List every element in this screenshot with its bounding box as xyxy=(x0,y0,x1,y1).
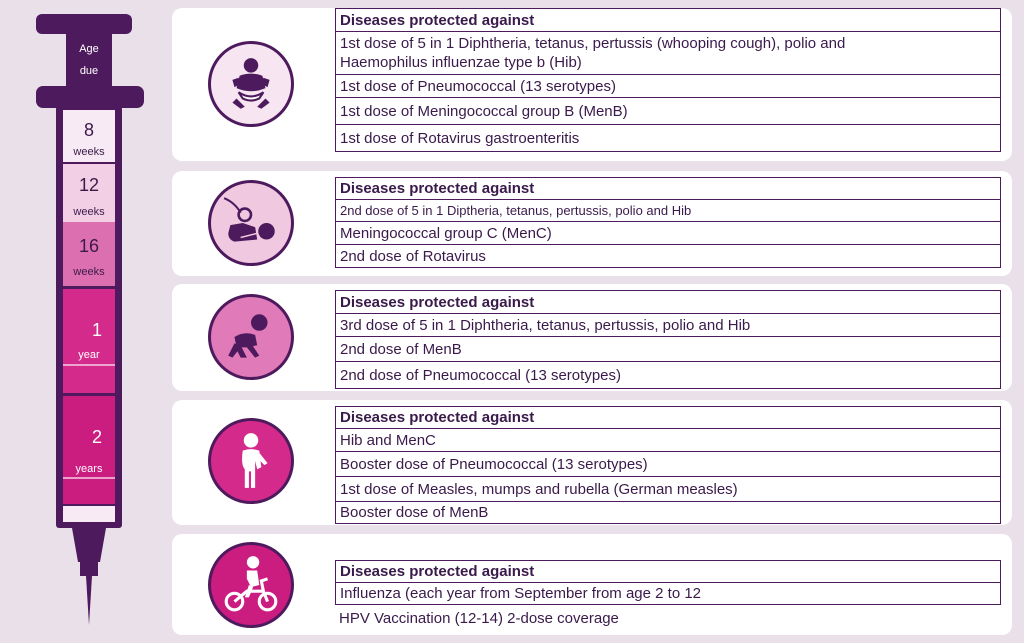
card-12-weeks xyxy=(172,171,1012,276)
card-16-weeks xyxy=(172,284,1012,391)
table-row: 2nd dose of 5 in 1 Diptheria, tetanus, pertussis, polio and Hib xyxy=(336,200,1001,222)
segment-num-16: 16 xyxy=(78,236,100,256)
syringe-age-timeline xyxy=(0,0,170,643)
segment-num-2: 2 xyxy=(91,427,103,447)
vaccine-table-8-weeks xyxy=(335,8,1001,152)
card-8-weeks xyxy=(172,8,1012,161)
syringe-hub xyxy=(72,528,106,562)
table-row: Booster dose of Pneumococcal (13 serotypes) xyxy=(336,452,1001,477)
table-row: 1st dose of Pneumococcal (13 serotypes) xyxy=(336,75,1001,98)
syringe-needle xyxy=(86,576,92,625)
syringe-flange xyxy=(36,86,144,108)
vaccine-table-16-weeks xyxy=(335,290,1001,389)
segment-unit-16: weeks xyxy=(73,266,105,278)
table-row: 3rd dose of 5 in 1 Diphtheria, tetanus, pertussis, polio and Hib xyxy=(336,314,1001,337)
table-header: Diseases protected against xyxy=(336,291,1001,314)
syringe-segment-1-year xyxy=(63,289,115,393)
segment-num-8: 8 xyxy=(83,120,95,140)
table-row: 1st dose of Meningococcal group B (MenB) xyxy=(336,98,1001,125)
age-label-line2: due xyxy=(79,65,99,77)
table-row: 2nd dose of MenB xyxy=(336,337,1001,362)
table-header: Diseases protected against xyxy=(336,9,1001,32)
syringe-needle-base xyxy=(80,560,98,576)
age-label-line1: Age xyxy=(79,43,99,55)
table-row: Meningococcal group C (MenC) xyxy=(336,222,1001,245)
table-row: Hib and MenC xyxy=(336,429,1001,452)
segment-num-1: 1 xyxy=(91,320,103,340)
card-1-year xyxy=(172,400,1012,525)
table-row: 1st dose of 5 in 1 Diphtheria, tetanus, pertussis (whooping cough), polio and Haemophilus influenzae type b (Hib) xyxy=(336,32,1001,75)
icon-circle-12-weeks xyxy=(208,180,294,266)
syringe-segment-2-years xyxy=(63,396,115,504)
segment-unit-8: weeks xyxy=(73,146,105,158)
child-bike-icon xyxy=(220,554,282,616)
vaccine-table-2-years xyxy=(335,560,1001,605)
table-row: 2nd dose of Pneumococcal (13 serotypes) xyxy=(336,362,1001,389)
table-header: Diseases protected against xyxy=(336,178,1001,200)
icon-circle-2-years xyxy=(208,542,294,628)
baby-icon xyxy=(220,53,282,115)
table-row: 1st dose of Measles, mumps and rubella (German measles) xyxy=(336,477,1001,502)
baby-mobile-icon xyxy=(220,192,282,254)
table-row: Influenza (each year from September from age 2 to 12 xyxy=(336,583,1001,605)
icon-circle-16-weeks xyxy=(208,294,294,380)
segment-unit-1: year xyxy=(78,349,100,361)
toddler-icon xyxy=(220,430,282,492)
syringe-plunger-rod xyxy=(66,30,112,90)
segment-num-12: 12 xyxy=(78,175,100,195)
segment-unit-12: weeks xyxy=(73,206,105,218)
vaccine-table-1-year xyxy=(335,406,1001,524)
segment-unit-2: years xyxy=(75,463,103,475)
crawling-baby-icon xyxy=(220,306,282,368)
table-header: Diseases protected against xyxy=(336,561,1001,583)
table-row: 1st dose of Rotavirus gastroenteritis xyxy=(336,125,1001,152)
table-row: Booster dose of MenB xyxy=(336,502,1001,524)
hpv-note: HPV Vaccination (12-14) 2-dose coverage xyxy=(339,610,619,627)
table-header: Diseases protected against xyxy=(336,407,1001,429)
table-row: 2nd dose of Rotavirus xyxy=(336,245,1001,268)
icon-circle-1-year xyxy=(208,418,294,504)
vaccine-table-12-weeks xyxy=(335,177,1001,268)
icon-circle-8-weeks xyxy=(208,41,294,127)
syringe-bottom-fill xyxy=(63,506,115,522)
